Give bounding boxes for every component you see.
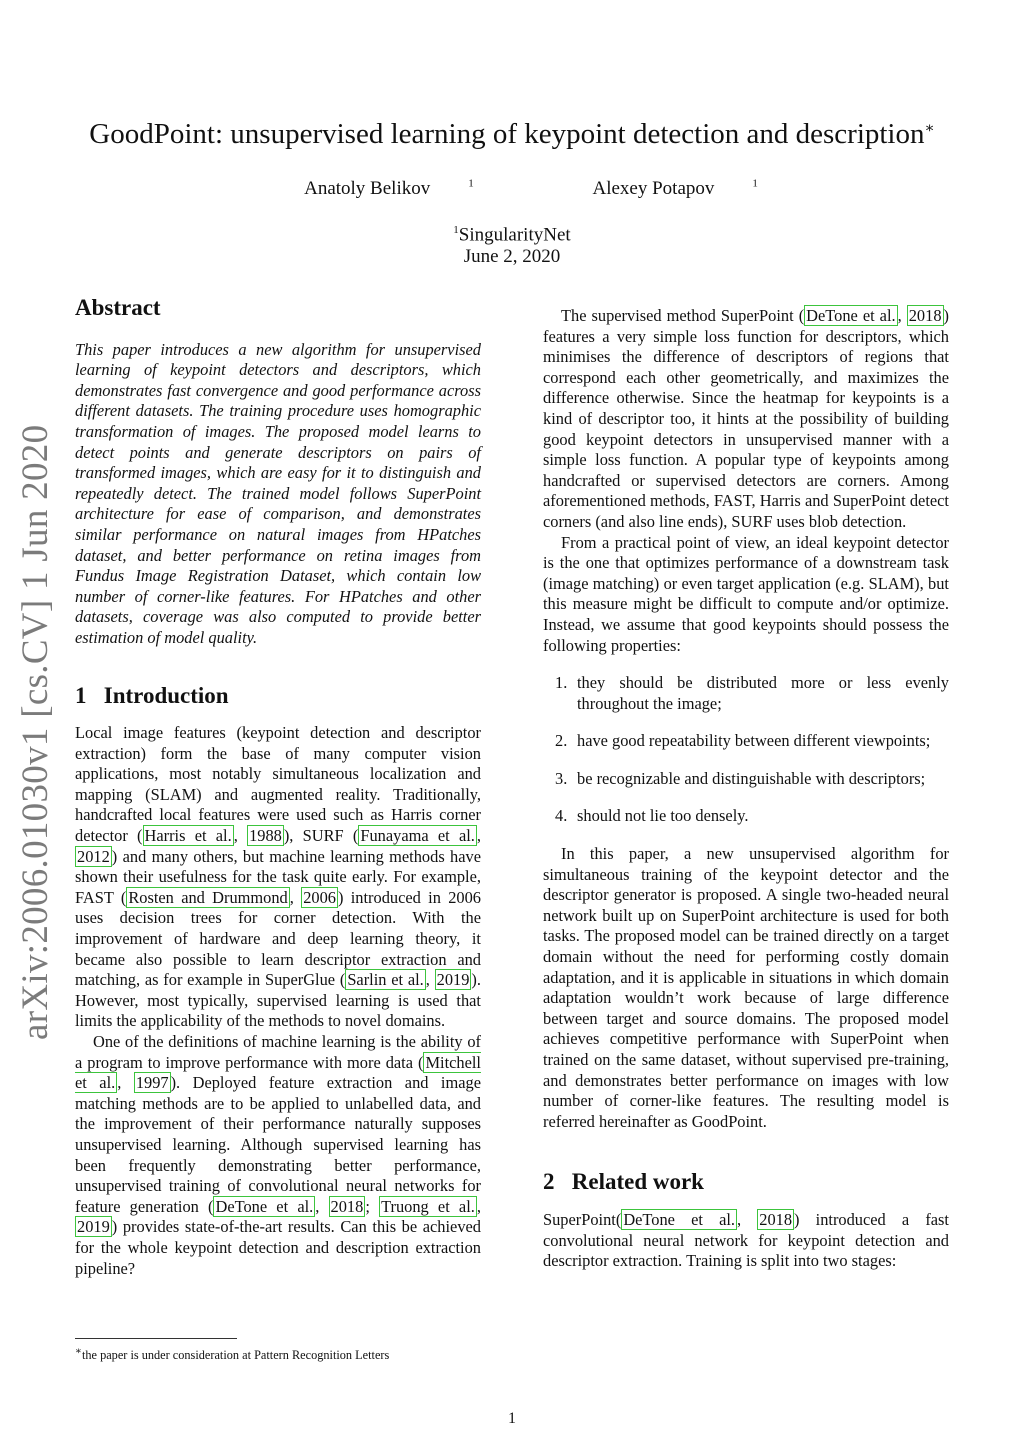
citation-link[interactable]: Truong et al.: [381, 1196, 475, 1216]
property-list: [543, 673, 949, 827]
citation-link[interactable]: Mitchell et al.: [75, 1052, 481, 1093]
citation-year-link[interactable]: 2019: [77, 1217, 110, 1237]
citation-link[interactable]: Funayama et al.: [360, 826, 475, 846]
right-column: [543, 306, 949, 1272]
citation-link[interactable]: DeTone et al.: [806, 306, 896, 325]
affiliation: $^1$SingularityNet: [453, 224, 571, 246]
list-item: 4. should not lie too densely.: [555, 806, 749, 826]
citation-year-link[interactable]: 2018: [908, 306, 942, 325]
intro-paragraph: Local image features (keypoint detection and descriptor extraction) form the base of many computer vision applications, most notably simultaneous localization and mapping (SLAM) and augmented reality. Traditionally, handcrafted local features were used such as Harris corner detector ( Harris et al. , 1988 ), SURF ( Funayama et al. , 2012 ) and many others, but machine learning methods have shown their usefulness for the task quite early. For example, FAST ( Rosten and Drummond , 2006 ) introduced in 2006 uses decision trees for corner detection. With the improvement of hardware and deep learning theory, it became also possible to learn descriptor extraction and matching, as for example in SuperGlue ( Sarlin et al. , 2019 ). However, most typically, supervised learning is used that limits the applicability of the methods to novel domains.: [75, 723, 482, 1031]
body-paragraph: The supervised method SuperPoint ( DeTone et al. , 2018 ) features a very simple loss function for descriptors, which minimises the difference of descriptors of regions that correspond each other geometrically, and maximizes the difference otherwise. Since the heatmap for keypoints is a kind of descriptor too, it hints at the possibility of building good keypoint detectors in unsupervised manner with a simple loss function. A popular type of keypoints among handcrafted or supervised detectors are corners. Among aforementioned methods, FAST, Harris and SuperPoint detect corners (and also line ends), SURF uses blob detection.: [543, 306, 949, 531]
section-heading-introduction: 1 Introduction: [75, 682, 229, 708]
arxiv-stamp: arXiv:2006.01030v1 [cs.CV] 1 Jun 2020: [15, 424, 56, 1040]
list-item: 1. they should be distributed more or less evenly throughout the image;: [555, 673, 949, 713]
author-list: [0, 178, 1024, 200]
citation-year-link[interactable]: 1988: [249, 826, 282, 846]
title-footnote-mark: ∗: [924, 120, 935, 137]
citation-year-link[interactable]: 2018: [330, 1196, 364, 1216]
abstract-text: This paper introduces a new algorithm for unsupervised learning of keypoint detectors and descriptors, which demonstrates fast convergence and good performance across different datasets. The training procedure uses homographic transformation of images. The proposed model learns to detect points and generate descriptors on pairs of transformed images, which are easy for it to distinguish and repeatedly detect. The trained model follows SuperPoint architecture for ease of comparison, and demonstrates similar performance on natural images from HPatches dataset, and better performance on retina images from Fundus Image Registration Dataset, which contain low number of corner-like features. For HPatches and other datasets, coverage was also computed to provide better estimation of model quality.: [75, 339, 481, 647]
author: Anatoly Belikov $^1$: [304, 178, 474, 200]
page-number: 1: [508, 1410, 516, 1427]
body-paragraph: In this paper, a new unsupervised algorithm for simultaneous training of the keypoint detector and the descriptor generator is proposed. A single two-headed neural network built up on SuperPoint architecture is used for both tasks. The proposed model can be trained directly on a target domain without the need for performing costly domain adaptation, and it is applicable in situations in which domain adaptation wouldn’t work because of large difference between target and source domains. The proposed model achieves competitive performance with SuperPoint when trained on the same dataset, without supervised pre-training, and demonstrates better performance on images with low number of corner-like features. The resulting model is referred hereinafter as GoodPoint.: [543, 844, 949, 1131]
abstract-heading: Abstract: [75, 295, 161, 320]
citation-year-link[interactable]: 2012: [77, 846, 110, 866]
paper-date: June 2, 2020: [463, 246, 561, 268]
list-item: 2. have good repeatability between different viewpoints;: [555, 731, 931, 751]
citation-link[interactable]: Rosten and Drummond: [128, 887, 288, 907]
citation-link[interactable]: DeTone et al.: [623, 1209, 736, 1229]
citation-link[interactable]: DeTone et al.: [215, 1196, 314, 1216]
body-paragraph: From a practical point of view, an ideal keypoint detector is the one that optimizes performance of a downstream task (image matching) or even target application (e.g. SLAM), but this measure might be difficult to compute and/or optimize. Instead, we assume that good keypoints should possess the following properties:: [543, 532, 949, 655]
citation-link[interactable]: Sarlin et al.: [347, 970, 424, 990]
intro-paragraph: One of the definitions of machine learning is the ability of a program to improve performance with more data ( Mitchell et al. , 1997 ). Deployed feature extraction and image matching methods are to be applied to unlabelled data, and the improvement of their performance naturally supposes unsupervised learning. Although supervised learning has been frequently demonstrating better performance, unsupervised training of convolutional neural networks for feature generation ( DeTone et al. , 2018 ; Truong et al. , 2019 ) provides state-of-the-art results. Can this be achieved for the whole keypoint detection and description extraction pipeline?: [75, 1032, 481, 1278]
list-item: 3. be recognizable and distinguishable with descriptors;: [555, 768, 926, 788]
paper-title: GoodPoint: unsupervised learning of keypoint detection and description∗: [89, 118, 935, 150]
citation-year-link[interactable]: 2018: [759, 1209, 793, 1229]
author: Alexey Potapov $^1$: [592, 178, 758, 200]
citation-year-link[interactable]: 1997: [135, 1073, 169, 1093]
citation-link[interactable]: Harris et al.: [144, 826, 232, 846]
footnote: ∗the paper is under consideration at Pattern Recognition Letters: [75, 1346, 390, 1363]
section-heading-related-work: 2 Related work: [543, 1169, 704, 1195]
footnote-rule: [75, 1338, 237, 1339]
body-paragraph: SuperPoint( DeTone et al. , 2018 ) introduced a fast convolutional neural network for keypoint detection and descriptor extraction. Training is split into two stages:: [543, 1209, 949, 1271]
citation-year-link[interactable]: 2019: [436, 970, 470, 990]
affiliation-block: [0, 219, 1024, 268]
left-column: [75, 295, 482, 1279]
citation-year-link[interactable]: 2006: [303, 887, 336, 907]
